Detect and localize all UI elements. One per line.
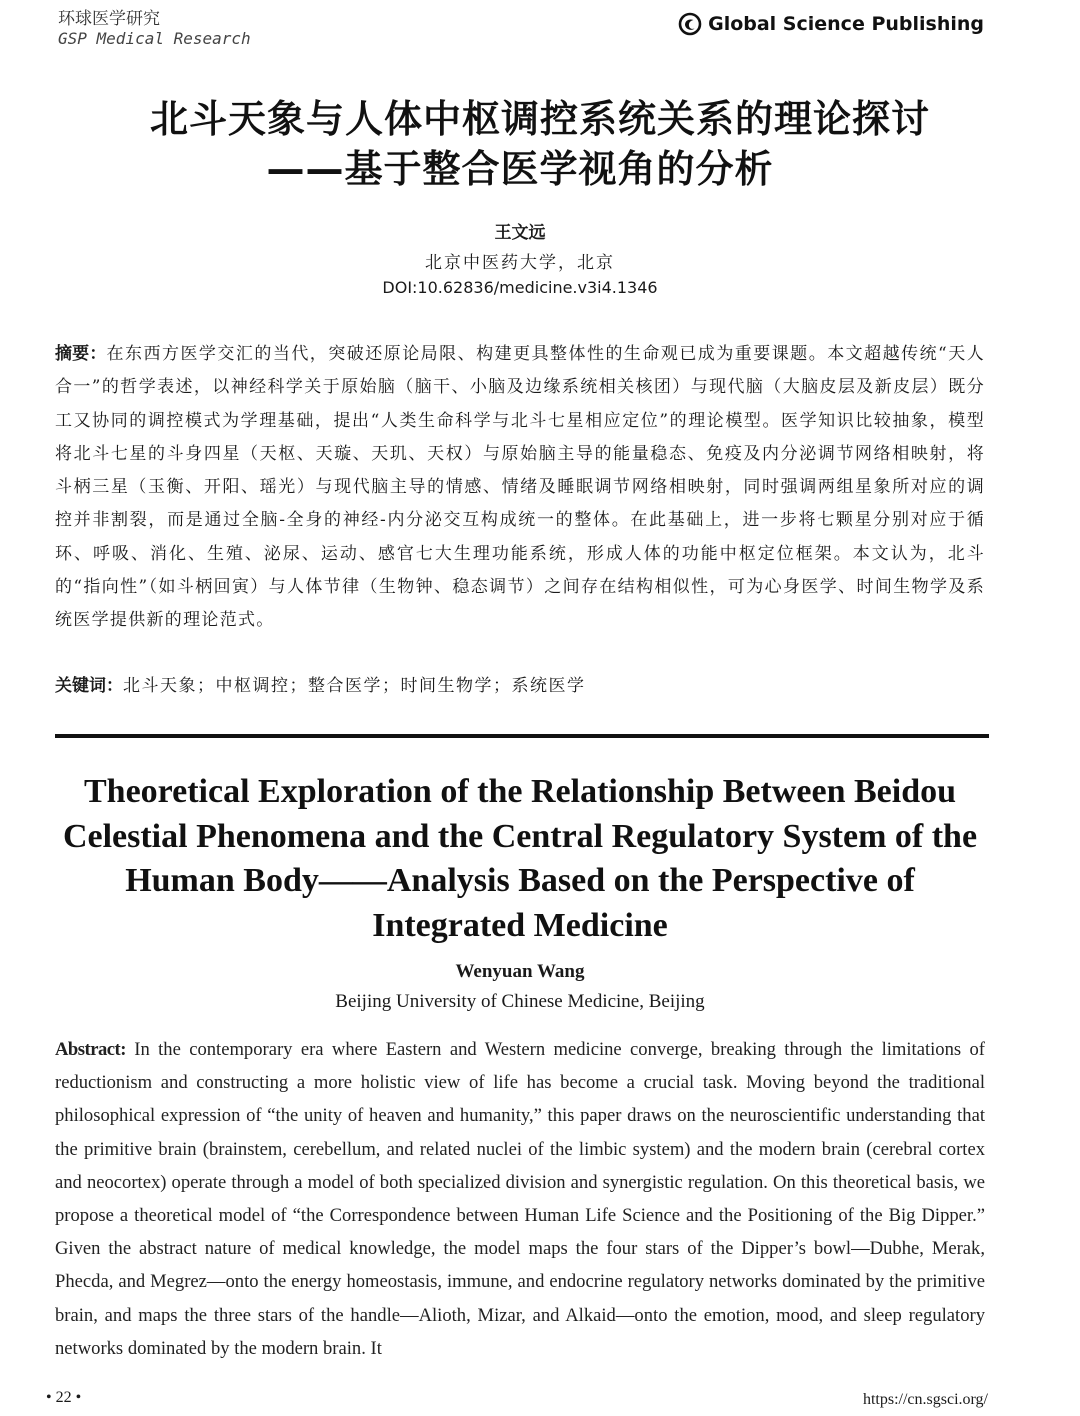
footer-url-link[interactable]: https://cn.sgsci.org/ <box>862 1391 988 1408</box>
affiliation-cn: 北京中医药大学，北京 <box>425 253 615 273</box>
title-en: Theoretical Exploration of the Relationship Between Beidou Celestial Phenomena and the Central Regulatory System of the Human Body——Analysis Based on the Perspective of Integrated Medicine <box>62 773 978 944</box>
abstract-en-text: In the contemporary era where Eastern and Western medicine converge, breaking through the limitations of reductionism and constructing a more holistic view of life has become a crucial task. Moving beyond the traditional philosophical expression of “the unity of heaven and humanity,” this paper draws on the neuroscientific understanding that the primitive brain (brainstem, cerebellum, and related nuclei of the limbic system) and the modern brain (cerebral cortex and neocortex) operate through a model of both specialized division and synergistic regulation. On this theoretical basis, we propose a theoretical model of “the Correspondence between Human Life Science and the Positioning of the Big Dipper.” Given the abstract nature of medical knowledge, the model maps the four stars of the Dipper’s bowl—Dubhe, Merak, Phecda, and Megrez—onto the energy homeostasis, immune, and endocrine regulatory networks dominated by the primitive brain, and maps the three stars of the handle—Alioth, Mizar, and Alkaid—onto the emotion, mood, and sleep regulatory networks dominated by the modern brain. It <box>55 1039 985 1359</box>
page-number: • 22 • <box>46 1389 82 1406</box>
title-cn-line2: ——基于整合医学视角的分析 <box>266 147 774 191</box>
title-cn-line1: 北斗天象与人体中枢调控系统关系的理论探讨 <box>149 97 930 141</box>
keywords-cn-label: 关键词： <box>55 676 123 696</box>
abstract-cn <box>55 338 985 638</box>
abstract-cn-text: 在东西方医学交汇的当代，突破还原论局限、构建更具整体性的生命观已成为重要课题。本文超越传统“天人合一”的哲学表述，以神经科学关于原始脑（脑干、小脑及边缘系统相关核团）与现代脑（大脑皮层及新皮层）既分工又协同的调控模式为学理基础，提出“人类生命科学与北斗七星相应定位”的理论模型。医学知识比较抽象，模型将北斗七星的斗身四星（天枢、天璇、天玑、天权）与原始脑主导的能量稳态、免疫及内分泌调节网络相映射，将斗柄三星（玉衡、开阳、瑶光）与现代脑主导的情感、情绪及睡眠调节网络相映射，同时强调两组星象所对应的调控并非割裂，而是通过全脑-全身的神经-内分泌交互构成统一的整体。在此基础上，进一步将七颗星分别对应于循环、呼吸、消化、生殖、泌尿、运动、感官七大生理功能系统，形成人体的功能中枢定位框架。本文认为，北斗的“指向性”（如斗柄回寅）与人体节律（生物钟、稳态调节）之间存在结构相似性，可为心身医学、时间生物学及系统医学提供新的理论范式。 <box>55 344 986 631</box>
abstract-en-label: Abstract: <box>55 1039 126 1060</box>
abstract-en <box>55 1033 985 1365</box>
doi[interactable]: DOI:10.62836/medicine.v3i4.1346 <box>382 278 658 297</box>
journal-name-cn: 环球医学研究 <box>58 9 160 29</box>
keywords-cn-text: 北斗天象；中枢调控；整合医学；时间生物学；系统医学 <box>123 676 586 696</box>
author-en: Wenyuan Wang <box>455 961 585 982</box>
journal-name-en: GSP Medical Research <box>58 29 251 48</box>
keywords-cn <box>55 671 586 696</box>
author-cn: 王文远 <box>494 223 546 243</box>
publisher-brand <box>678 11 984 37</box>
section-divider <box>55 734 989 738</box>
abstract-cn-label: 摘要： <box>55 344 107 364</box>
affiliation-en: Beijing University of Chinese Medicine, Beijing <box>335 991 705 1012</box>
publisher-logo-icon <box>678 12 702 36</box>
publisher-name: Global Science Publishing <box>708 13 984 35</box>
